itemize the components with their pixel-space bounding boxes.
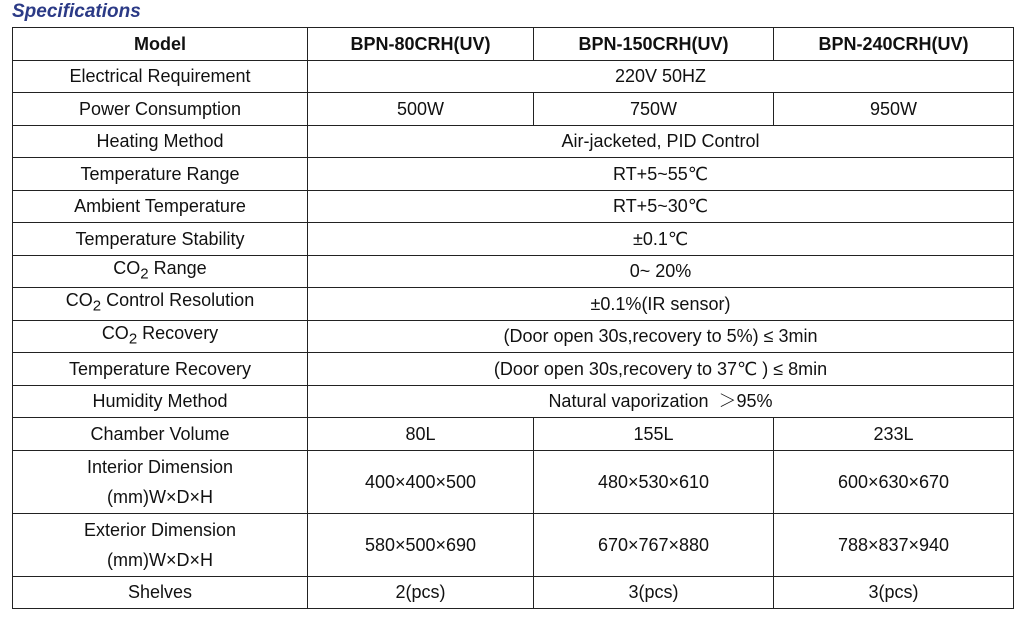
row-value: 788×837×940 [774, 513, 1014, 576]
table-row [13, 125, 1014, 158]
section-title: Specifications [12, 1, 141, 22]
label-subscript: 2 [92, 298, 102, 316]
row-label: Temperature Range [13, 158, 308, 191]
row-label: Ambient Temperature [13, 190, 308, 223]
table-row [13, 418, 1014, 451]
row-label: Humidity Method [13, 385, 308, 418]
row-value: (Door open 30s,recovery to 5%) ≤ 3min [308, 320, 1014, 353]
row-value: 500W [308, 93, 534, 126]
row-value: 580×500×690 [308, 513, 534, 576]
row-label [13, 513, 308, 576]
row-value: Natural vaporization ＞95% [308, 385, 1014, 418]
row-label: Power Consumption [13, 93, 308, 126]
row-value: RT+5~55℃ [308, 158, 1014, 191]
label-suffix: Control Resolution [101, 290, 255, 311]
row-label [13, 450, 308, 513]
row-label: Temperature Stability [13, 223, 308, 256]
row-label: Chamber Volume [13, 418, 308, 451]
label-line-2: (mm)W×D×H [107, 549, 213, 570]
row-value: 220V 50HZ [308, 60, 1014, 93]
label-subscript: 2 [140, 265, 149, 283]
row-label: Shelves [13, 576, 308, 609]
label-line-2: (mm)W×D×H [107, 486, 213, 507]
row-value: 2(pcs) [308, 576, 534, 609]
row-value: 3(pcs) [534, 576, 774, 609]
row-value: 950W [774, 93, 1014, 126]
row-value: (Door open 30s,recovery to 37℃ ) ≤ 8min [308, 353, 1014, 386]
table-header-row [13, 28, 1014, 61]
table-row [13, 255, 1014, 288]
table-row [13, 190, 1014, 223]
header-model: Model [13, 28, 308, 61]
label-prefix: CO [65, 290, 93, 311]
row-value: 3(pcs) [774, 576, 1014, 609]
table-row [13, 93, 1014, 126]
row-value: 750W [534, 93, 774, 126]
row-value: Air-jacketed, PID Control [308, 125, 1014, 158]
row-label [13, 255, 308, 288]
table-row [13, 288, 1014, 321]
label-subscript: 2 [128, 330, 138, 348]
label-line-1: Interior Dimension [86, 456, 234, 477]
row-value: 155L [534, 418, 774, 451]
row-label: Electrical Requirement [13, 60, 308, 93]
label-suffix: Range [148, 257, 207, 278]
label-prefix: CO [101, 322, 129, 343]
header-model-1: BPN-80CRH(UV) [308, 28, 534, 61]
row-value: 400×400×500 [308, 450, 534, 513]
row-value: 600×630×670 [774, 450, 1014, 513]
row-label [13, 288, 308, 321]
row-value: 480×530×610 [534, 450, 774, 513]
label-line-1: Exterior Dimension [83, 519, 237, 540]
table-row [13, 385, 1014, 418]
table-row [13, 158, 1014, 191]
header-model-2: BPN-150CRH(UV) [534, 28, 774, 61]
table-row [13, 60, 1014, 93]
row-value: 670×767×880 [534, 513, 774, 576]
row-label [13, 320, 308, 353]
row-value: 233L [774, 418, 1014, 451]
row-label: Heating Method [13, 125, 308, 158]
label-prefix: CO [113, 257, 141, 278]
table-row [13, 223, 1014, 256]
table-row [13, 353, 1014, 386]
row-value: RT+5~30℃ [308, 190, 1014, 223]
label-suffix: Recovery [137, 322, 219, 343]
table-row [13, 320, 1014, 353]
row-value: ±0.1℃ [308, 223, 1014, 256]
specifications-table [12, 27, 1014, 609]
table-row [13, 576, 1014, 609]
table-row [13, 513, 1014, 576]
row-value: 80L [308, 418, 534, 451]
row-value: ±0.1%(IR sensor) [308, 288, 1014, 321]
header-model-3: BPN-240CRH(UV) [774, 28, 1014, 61]
row-value: 0~ 20% [308, 255, 1014, 288]
table-row [13, 450, 1014, 513]
row-label: Temperature Recovery [13, 353, 308, 386]
